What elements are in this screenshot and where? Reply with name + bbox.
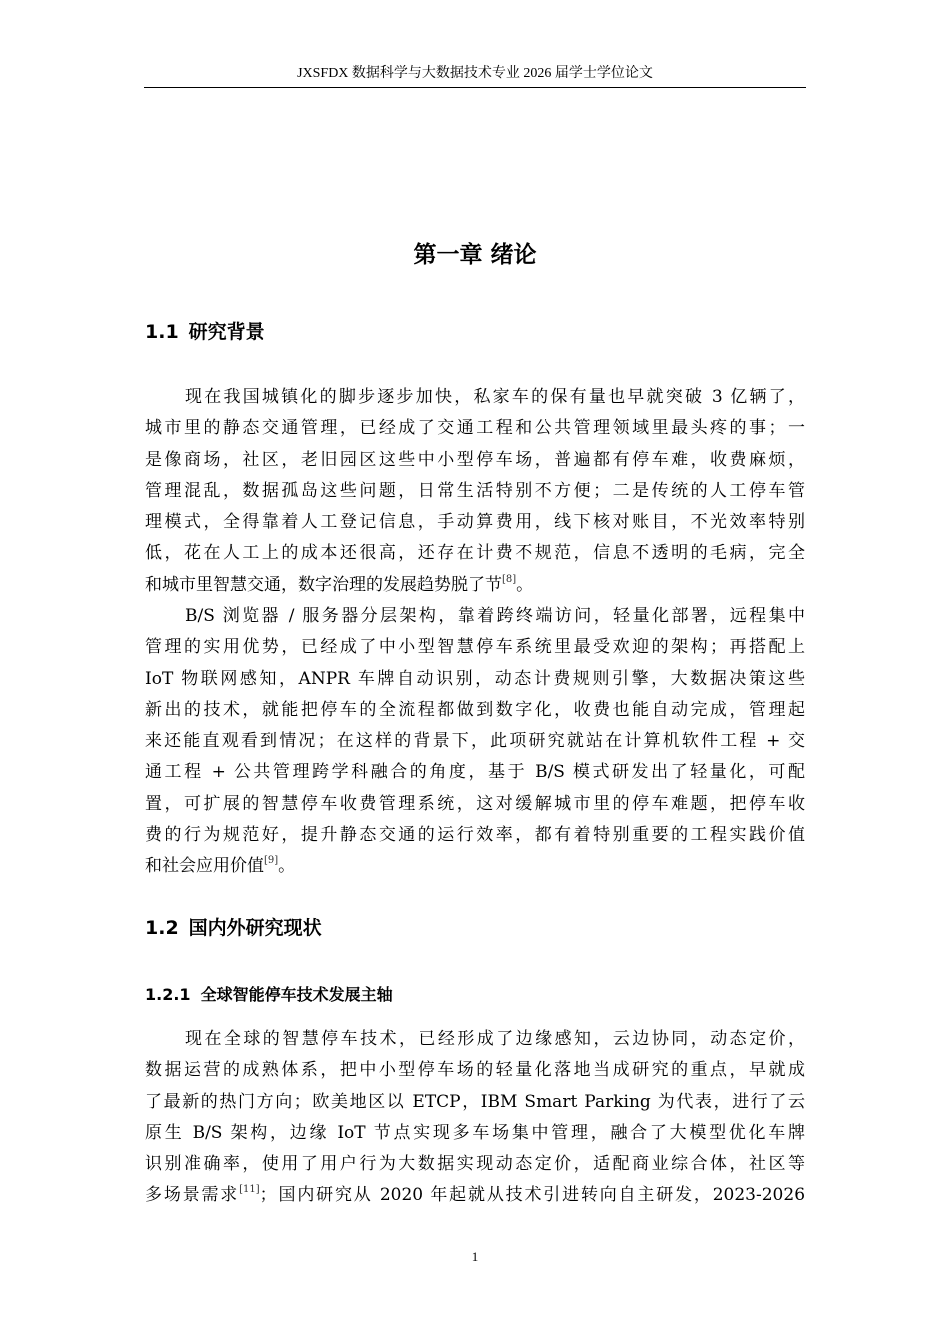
text-line-with-citation [145,851,805,882]
text-line: 费的行为规范好，提升静态交通的运行效率，都有着特别重要的工程实践价值 [145,825,805,846]
text-line: 数据运营的成熟体系，把中小型停车场的轻量化落地当成研究的重点，早就成 [145,1060,805,1081]
text-line: 管理混乱，数据孤岛这些问题，日常生活特别不方便；二是传统的人工停车管 [145,480,805,501]
text-line: 低，花在人工上的成本还很高，还存在计费不规范，信息不透明的毛病，完全 [145,543,805,564]
section-number: 1.1 [145,321,179,343]
text-line: 理模式，全得靠着人工登记信息，手动算费用，线下核对账目，不光效率特别 [145,512,805,533]
running-header: JXSFDX 数据科学与大数据技术专业 2026 届学士学位论文 [297,66,653,81]
text-line: 通工程 + 公共管理跨学科融合的角度，基于 B/S 模式研发出了轻量化，可配 [145,762,805,783]
paragraph-global-parking [145,1024,805,1212]
text-line: 管理的实用优势，已经成了中小型智慧停车系统里最受欢迎的架构；再搭配上 [145,637,805,658]
text-line: B/S 浏览器 / 服务器分层架构，靠着跨终端访问，轻量化部署，远程集中 [185,606,805,626]
citation-8[interactable]: [8] [502,573,517,585]
chapter-title: 第一章 绪论 [413,242,537,268]
citation-11[interactable]: [11] [239,1184,260,1196]
section-number: 1.2 [145,917,179,939]
paragraph-background-2 [145,601,805,883]
subsection-heading-1-2-1 [145,983,393,1007]
subsection-title: 全球智能停车技术发展主轴 [200,985,393,1004]
page-number: 1 [471,1249,479,1264]
text-line: 来还能直观看到情况；在这样的背景下，此项研究就站在计算机软件工程 + 交 [145,731,805,752]
sentence-end: 。 [278,856,296,877]
text-line-with-citation [145,1180,805,1211]
text-line: 现在我国城镇化的脚步逐步加快，私家车的保有量也早就突破 3 亿辆了， [185,387,805,407]
text-line-with-citation [145,570,805,601]
section-heading-1-1 [145,318,265,346]
section-heading-1-2 [145,914,322,942]
section-title: 国内外研究现状 [188,917,322,939]
text-line: IoT 物联网感知，ANPR 车牌自动识别，动态计费规则引擎，大数据决策这些 [145,668,805,689]
text-line: 新出的技术，就能把停车的全流程都做到数字化，收费也能自动完成，管理起 [145,699,805,720]
subsection-number: 1.2.1 [145,985,191,1004]
citation-9[interactable]: [9] [264,855,279,867]
text-line: 识别准确率，使用了用户行为大数据实现动态定价，适配商业综合体，社区等 [145,1154,805,1175]
text-line: 和社会应用价值 [145,856,264,877]
text-fragment: 多场景需求 [145,1185,240,1206]
header-rule [144,87,806,88]
section-title: 研究背景 [188,321,265,343]
text-line: 原生 B/S 架构，边缘 IoT 节点实现多车场集中管理，融合了大模型优化车牌 [145,1122,805,1143]
text-line: 和城市里智慧交通，数字治理的发展趋势脱了节 [145,574,502,595]
paragraph-background-1 [145,382,805,601]
sentence-end: 。 [516,574,534,595]
text-line: 现在全球的智慧停车技术，已经形成了边缘感知，云边协同，动态定价， [185,1029,805,1049]
text-line: 城市里的静态交通管理，已经成了交通工程和公共管理领域里最头疼的事；一 [145,418,805,439]
text-fragment: ；国内研究从 2020 年起就从技术引进转向自主研发，2023-2026 [259,1185,806,1206]
text-line: 置，可扩展的智慧停车收费管理系统，这对缓解城市里的停车难题，把停车收 [145,793,805,814]
text-line: 是像商场，社区，老旧园区这些中小型停车场，普遍都有停车难，收费麻烦， [145,449,805,470]
text-line: 了最新的热门方向；欧美地区以 ETCP，IBM Smart Parking 为代表，进行了云 [145,1091,805,1112]
